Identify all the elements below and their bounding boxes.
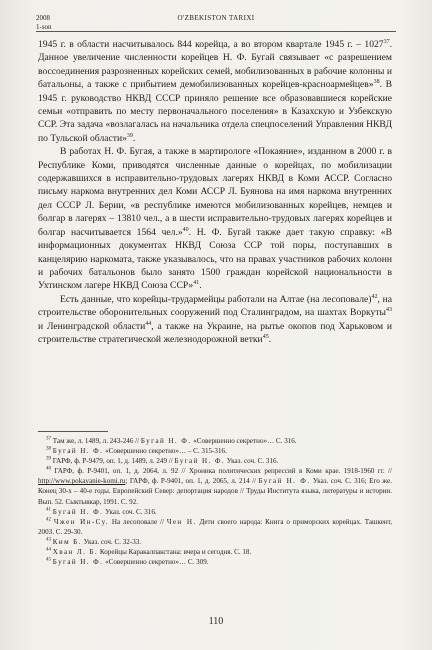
- footnote-ref[interactable]: 43: [386, 306, 392, 313]
- footnote-author: Ким Б.: [52, 537, 82, 546]
- header-year: 2008: [36, 14, 50, 22]
- footnote-author: Бугай Н. Ф.: [52, 558, 104, 567]
- footnotes-section: [38, 436, 392, 567]
- text-run: .: [199, 280, 202, 292]
- footnote-text: Указ. соч. С. 316.: [103, 507, 157, 516]
- text-run: 1945 г. в области насчитывалось 844 корейца, а во втором квартале 1945 г. – 1027: [38, 39, 384, 50]
- footnote-author: Бугай Н. Ф.: [258, 477, 311, 486]
- footnote-text: На лесоповале //: [109, 517, 167, 526]
- footnote-text: «Совершенно секретно»… С. 309.: [103, 558, 209, 567]
- footnote-text: Указ. соч. С. 32-33.: [81, 537, 142, 546]
- footnote-number: 44: [46, 547, 51, 553]
- footnote-number: 37: [46, 436, 51, 442]
- footnote-number: 43: [46, 537, 51, 543]
- footnote-39: [38, 456, 392, 466]
- footnote-author: Бугай Н. Ф.: [52, 447, 104, 456]
- footnote-author: Чжен Ин-Су.: [53, 517, 109, 526]
- footnote-text: «Совершенно секретно»… – С. 315-316.: [103, 447, 227, 456]
- text-run: . В 1945 г. руководство НКВД СССР приняло решение все образовавшиеся корейские семьи «отправить по месту первоначального поселения» в Казахскую и Узбекскую ССР. Эта задача «возлагалась на начальника отдела спецпоселений Управления НКВД по Тульской области»: [38, 79, 392, 144]
- footnote-ref[interactable]: 45: [262, 333, 269, 340]
- footnote-37: [38, 436, 392, 446]
- footnote-text: Указ. соч. С. 316.: [225, 457, 279, 466]
- page-number: 110: [208, 616, 224, 627]
- footnote-number: 45: [46, 557, 51, 563]
- footnote-ref[interactable]: 38: [373, 79, 380, 86]
- footnote-42: [38, 517, 392, 537]
- text-run: . Данное увеличение численности корейцев Н. Ф. Бугай связывает «с разрешением воссоединения разрозненных корейских семей, мобилизованных в рабочие колонны и батальоны, а также с прибытием демобилизованных корейцев-красноармейцев»: [38, 39, 392, 91]
- text-run: , на строительстве оборонительных сооружений под Сталинградом, на шахтах Воркуты: [38, 293, 392, 319]
- footnote-text: ГАРФ, ф. Р-9479, оп. 1, д. 1489, л. 249 //: [51, 457, 175, 466]
- text-run: . Н. Ф. Бугай также дает такую справку: «В информационных документах НКВД Союза ССР той поры, поступавших в канцелярию наркомата, также указывалось, что на правах участников рабочих колонн и рабочих батальонов было занято 1500 граждан корейской национальности в Ухтинском лагере НКВД Союза ССР»: [38, 226, 392, 292]
- text-run: .: [268, 333, 272, 345]
- footnote-number: 41: [46, 507, 51, 513]
- footnote-number: 38: [46, 446, 51, 452]
- footnote-author: Бугай Н. Ф.: [140, 437, 192, 445]
- text-run: , а также на Украине, на рытье окопов под Харьковом и строительстве стратегической железнодорожной ветки: [38, 320, 393, 345]
- footnote-number: 40: [46, 466, 51, 472]
- footnote-number: 39: [46, 456, 51, 462]
- footnote-text: Там же, л. 1489, л. 243-246 //: [51, 437, 141, 445]
- footnote-text: Дети своего народа: Книга о приморских корейцах. Ташкент, 2003. С. 29-30.: [38, 517, 393, 536]
- footnote-40: [38, 466, 392, 506]
- footnote-text: ГАРФ, ф. Р-9401, оп. 1, д. 2064, л. 92 // Хроника политических репрессий в Коми крае. 1918-1960 гг. //: [51, 467, 392, 476]
- footnote-45: [38, 557, 392, 567]
- footnote-author: Чен Н.: [166, 517, 197, 526]
- header-issue: 1-son: [36, 23, 52, 31]
- footnote-38: [38, 446, 392, 456]
- footnote-text: Указ. соч. С. 316; Его же. Конец 30-х – 40-е годы. Европейский Север: депортация народов // Труды Института языка, литературы и истории. Вып. 52. Сыктывкар, 1991. С. 92.: [38, 477, 392, 506]
- header-rule: [36, 31, 396, 32]
- footnote-text: Корейцы Каракалпакстана: вчера и сегодня. С. 18.: [98, 548, 252, 557]
- article-body: [38, 38, 392, 346]
- footnote-ref[interactable]: 39: [126, 132, 133, 139]
- footnote-ref[interactable]: 40: [182, 226, 189, 233]
- text-run: и Ленинградской области: [38, 320, 146, 332]
- text-run: В работах Н. Ф. Бугая, а также в мартирологе «Покаяние», изданном в 2000 г. в Республике Коми, приводятся численные данные о корейцах, по мобилизации содержавшихся в исправительно-трудовых лагерях НКВД в Коми АССР. Согласно письму наркома внутренних дел Коми АССР Л. Буянова на имя наркома внутренних дел СССР Л. Берии, «в республике имеются мобилизованных корейцев, немцев и болгар в лагерях – 13810 чел., а в шести исправительно-трудовых лагерях корейцев и болгар насчитывается 1564 чел.»: [38, 146, 392, 238]
- footnote-ref[interactable]: 44: [145, 320, 152, 327]
- footnote-separator: [38, 431, 108, 432]
- footnote-number: 42: [46, 517, 51, 523]
- paragraph-2: [38, 145, 392, 292]
- footnote-ref[interactable]: 42: [371, 293, 378, 300]
- footnote-text: ; ГАРФ, ф. Р-9401, оп. 1, д. 2065, л. 214 //: [125, 477, 259, 486]
- text-run: Есть данные, что корейцы-трудармейцы работали на Алтае (на лесоповале): [60, 293, 372, 305]
- paragraph-1: [38, 38, 392, 145]
- footnote-43: [38, 537, 392, 547]
- footnote-ref[interactable]: 37: [383, 38, 390, 45]
- footnote-author: Бугай Н. Ф.: [174, 457, 226, 466]
- footnote-44: [38, 547, 392, 557]
- text-run: .: [132, 132, 136, 144]
- paragraph-3: [38, 293, 392, 347]
- footnote-author: Хван Л. Б.: [52, 548, 99, 557]
- footnote-ref[interactable]: 41: [193, 280, 200, 287]
- footnote-link[interactable]: http://www.pokayanie-komi.ru: [38, 477, 126, 486]
- footnote-author: Бугай Н. Ф.: [52, 507, 104, 516]
- footnote-text: «Совершенно секретно»… С. 316.: [191, 437, 297, 445]
- footnote-41: [38, 507, 392, 517]
- header-journal-title: O'ZBEKISTON TARIXI: [177, 14, 255, 22]
